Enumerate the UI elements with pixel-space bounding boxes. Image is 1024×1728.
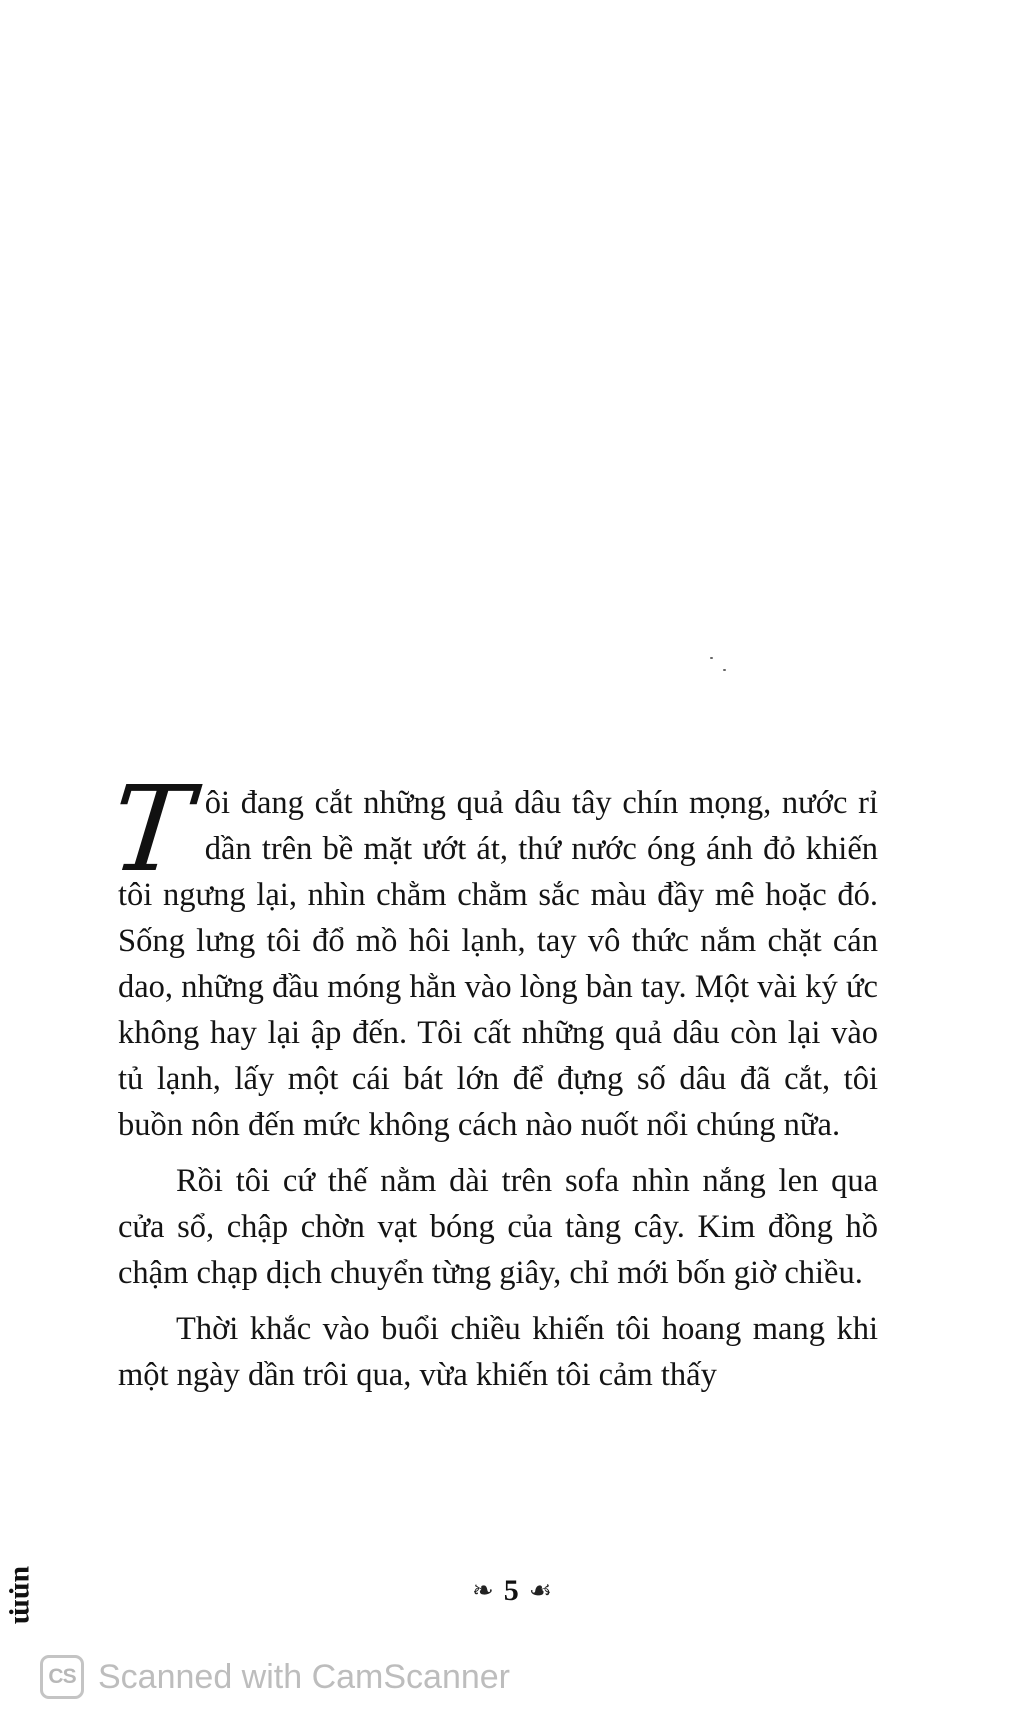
paragraph-1-text: ôi đang cắt những quả dâu tây chín mọng, nước rỉ dần trên bề mặt ướt át, thứ nước óng ánh đỏ khiến tôi ngưng lại, nhìn chằm chằm sắc màu đầy mê hoặc đó. Sống lưng tôi đổ mồ hôi lạnh, tay vô thức nắm chặt cán dao, những đầu móng hằn vào lòng bàn tay. Một vài ký ức không hay lại ập đến. Tôi cất những quả dâu còn lại vào tủ lạnh, lấy một cái bát lớn để đựng số dâu đã cắt, tôi buồn nôn đến mức không cách nào nuốt nổi chúng nữa. [118, 785, 878, 1143]
camscanner-watermark [40, 1653, 510, 1701]
paragraph-1 [104, 760, 878, 1148]
page-number: 5 [503, 1574, 519, 1607]
scan-speck [723, 669, 726, 671]
camscanner-logo-icon: CS [40, 1655, 84, 1699]
paragraph-2: Rồi tôi cứ thế nằm dài trên sofa nhìn nắng len qua cửa sổ, chập chờn vạt bóng của tàng cây. Kim đồng hồ chậm chạp dịch chuyển từng giây, chỉ mới bốn giờ chiều. [118, 1163, 878, 1291]
ornament-right-icon: ☙ [528, 1576, 553, 1605]
page-footer [0, 1571, 1024, 1611]
drop-cap: T [104, 760, 198, 898]
side-margin-mark [4, 1540, 44, 1650]
ornament-left-icon: ❧ [471, 1576, 494, 1605]
body-text [104, 760, 878, 1408]
scan-speck [710, 657, 713, 659]
paragraph-3: Thời khắc vào buổi chiều khiến tôi hoang mang khi một ngày dần trôi qua, vừa khiến tôi cảm thấy [118, 1311, 878, 1393]
watermark-text: Scanned with CamScanner [98, 1657, 511, 1696]
side-margin-text: uṇṃ [8, 1565, 42, 1625]
